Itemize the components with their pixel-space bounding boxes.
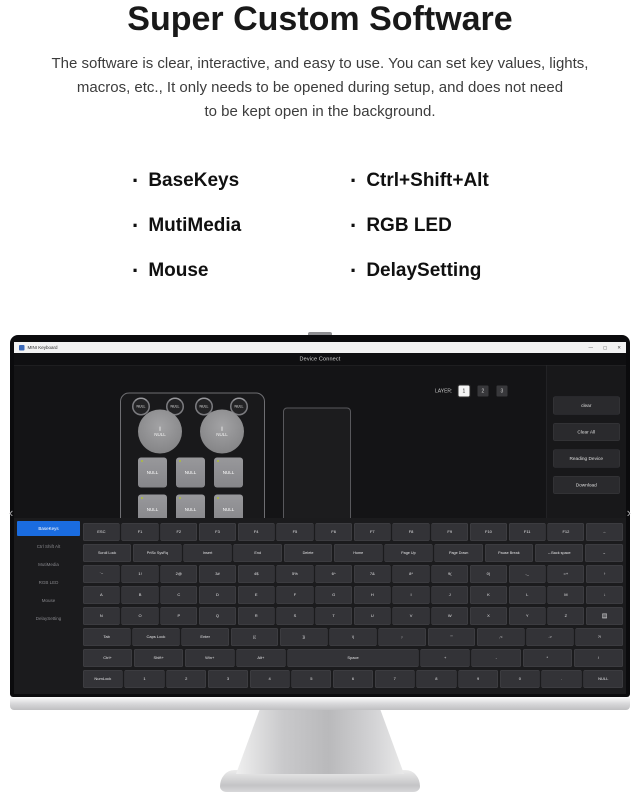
- keyboard-row: [83, 523, 623, 541]
- window-titlebar: [14, 342, 626, 353]
- feature-label: DelaySetting: [366, 260, 482, 281]
- key-m[interactable]: M: [548, 586, 585, 604]
- key-page-up[interactable]: Page Up: [384, 544, 432, 562]
- key-8[interactable]: 8: [417, 670, 457, 688]
- key-sym-6-10[interactable]: .>: [526, 628, 573, 646]
- key-w[interactable]: W: [431, 607, 468, 625]
- layer-button-3[interactable]: 3: [496, 386, 507, 397]
- layer-label: LAYER:: [435, 388, 453, 394]
- sidebar-item-mutimedia[interactable]: MutiMedia: [38, 562, 59, 567]
- minimize-button[interactable]: —: [588, 344, 593, 350]
- download-button[interactable]: Download: [553, 476, 620, 494]
- rotary-knob-large[interactable]: NULL: [200, 410, 244, 454]
- key-4[interactable]: 4$: [238, 565, 275, 583]
- feature-label: Mouse: [148, 260, 209, 281]
- clear-button[interactable]: clear: [553, 397, 620, 415]
- sidebar-item-basekeys[interactable]: BaseKeys: [17, 521, 80, 536]
- key-2[interactable]: 2: [166, 670, 206, 688]
- key-prtsc-sysrq[interactable]: PrtSc SysRq: [133, 544, 181, 562]
- key-sym-6-4[interactable]: [{: [231, 628, 278, 646]
- maximize-button[interactable]: ▢: [602, 344, 608, 350]
- feature-label: Ctrl+Shift+Alt: [366, 170, 489, 191]
- keyboard-row: [83, 544, 623, 562]
- key-r[interactable]: R: [238, 607, 275, 625]
- sidebar-item-rgb-led[interactable]: RGB LED: [38, 580, 59, 585]
- device-pad-button[interactable]: NULL: [138, 495, 167, 525]
- key-g[interactable]: G: [315, 586, 352, 604]
- key-9[interactable]: 9(: [431, 565, 468, 583]
- device-pad-button[interactable]: NULL: [214, 458, 243, 488]
- device-screen-preview: [283, 408, 351, 527]
- device-pad-button[interactable]: NULL: [176, 458, 205, 488]
- key-sym-4-14[interactable]: ↓: [586, 586, 623, 604]
- device-area: [14, 366, 626, 519]
- feature-item-rgb-led: [350, 215, 640, 237]
- key-sym-7-7[interactable]: -: [472, 649, 521, 667]
- key-space[interactable]: Space: [287, 649, 418, 667]
- feature-item-ctrl-shift-alt: [350, 170, 640, 192]
- clear-all-button[interactable]: Clear All: [553, 423, 620, 441]
- key-0[interactable]: 0): [470, 565, 507, 583]
- monitor: [10, 335, 630, 792]
- key-f2[interactable]: F2: [160, 523, 197, 541]
- key-f7[interactable]: F7: [354, 523, 391, 541]
- description-line: to be kept open in the background.: [204, 103, 436, 120]
- chevron-right-icon[interactable]: ›: [626, 505, 631, 520]
- key-scroll-lock[interactable]: Scroll Lock: [83, 544, 131, 562]
- key-sym-7-8[interactable]: *: [523, 649, 572, 667]
- page-description: [0, 52, 640, 124]
- key-a[interactable]: A: [83, 586, 120, 604]
- key-e[interactable]: E: [238, 586, 275, 604]
- keyboard-row: [83, 607, 623, 625]
- key-o[interactable]: O: [122, 607, 159, 625]
- key-7[interactable]: 7&: [354, 565, 391, 583]
- key-z[interactable]: Z: [548, 607, 585, 625]
- bullet-icon: ·: [350, 168, 358, 193]
- pad-group: [121, 394, 264, 538]
- key-h[interactable]: H: [354, 586, 391, 604]
- key-j[interactable]: J: [431, 586, 468, 604]
- layer-selector: [435, 386, 507, 397]
- key-sym-6-11[interactable]: ?/: [576, 628, 623, 646]
- feature-label: MutiMedia: [148, 215, 242, 236]
- keyboard-row: [83, 565, 623, 583]
- rotary-knob-small[interactable]: NULL: [166, 398, 184, 416]
- key-insert[interactable]: Insert: [183, 544, 231, 562]
- key-f[interactable]: F: [277, 586, 314, 604]
- key-6[interactable]: 6^: [315, 565, 352, 583]
- key-sym-7-9[interactable]: /: [574, 649, 623, 667]
- key-5[interactable]: 5: [291, 670, 331, 688]
- bullet-icon: ·: [132, 213, 140, 238]
- key-c[interactable]: C: [160, 586, 197, 604]
- monitor-stand-neck: [236, 710, 404, 774]
- key-back-space[interactable]: ←Back space: [535, 544, 583, 562]
- key-2[interactable]: 2@: [160, 565, 197, 583]
- key-f10[interactable]: F10: [470, 523, 507, 541]
- key-f1[interactable]: F1: [122, 523, 159, 541]
- rotary-knob-large[interactable]: NULL: [138, 410, 182, 454]
- key-sym-1-14[interactable]: ←: [586, 523, 623, 541]
- key-f5[interactable]: F5: [277, 523, 314, 541]
- key-sym-5-14[interactable]: ▤: [586, 607, 623, 625]
- key-shift[interactable]: Shift+: [134, 649, 183, 667]
- key-pause-break[interactable]: Pause Break: [485, 544, 533, 562]
- keyboard-row: [83, 628, 623, 646]
- key-b[interactable]: B: [122, 586, 159, 604]
- key-sym-8-12[interactable]: .: [542, 670, 582, 688]
- keyboard-map: [82, 518, 626, 694]
- key-f4[interactable]: F4: [238, 523, 275, 541]
- layer-button-2[interactable]: 2: [477, 386, 488, 397]
- sidebar-item-ctrl-shift-alt[interactable]: Ctrl Shift Alt: [36, 544, 61, 549]
- key-f11[interactable]: F11: [509, 523, 546, 541]
- feature-item-mouse: [132, 260, 350, 282]
- key-k[interactable]: K: [470, 586, 507, 604]
- key-win[interactable]: Win+: [185, 649, 234, 667]
- key-sym-2-11[interactable]: →: [585, 544, 623, 562]
- key-v[interactable]: V: [393, 607, 430, 625]
- rotary-knob-small[interactable]: NULL: [230, 398, 248, 416]
- key-sym-6-8[interactable]: '": [428, 628, 475, 646]
- key-f12[interactable]: F12: [548, 523, 585, 541]
- keyboard-row: [83, 670, 623, 688]
- key-sym-3-13[interactable]: =+: [548, 565, 585, 583]
- key-numlock[interactable]: NumLock: [83, 670, 123, 688]
- sidebar-item-mouse[interactable]: Mouse: [41, 598, 56, 603]
- bullet-icon: ·: [132, 168, 140, 193]
- key-null[interactable]: NULL: [583, 670, 623, 688]
- key-q[interactable]: Q: [199, 607, 236, 625]
- key-page-down[interactable]: Page Down: [435, 544, 483, 562]
- description-line: The software is clear, interactive, and easy to use. You can set key values, lights,: [51, 55, 589, 72]
- feature-label: RGB LED: [366, 215, 452, 236]
- keyboard-section: [14, 518, 626, 694]
- key-sym-6-6[interactable]: \|: [329, 628, 376, 646]
- key-sym-3-12[interactable]: -_: [509, 565, 546, 583]
- key-1[interactable]: 1!: [122, 565, 159, 583]
- sidebar-item-delaysetting[interactable]: DelaySetting: [35, 616, 62, 621]
- feature-label: BaseKeys: [148, 170, 240, 191]
- key-s[interactable]: S: [277, 607, 314, 625]
- key-t[interactable]: T: [315, 607, 352, 625]
- feature-list: [132, 170, 640, 282]
- feature-item-mutimedia: [132, 215, 350, 237]
- key-enter[interactable]: Enter: [182, 628, 229, 646]
- key-8[interactable]: 8*: [393, 565, 430, 583]
- key-delete[interactable]: Delete: [284, 544, 332, 562]
- key-4[interactable]: 4: [250, 670, 290, 688]
- key-sym-6-9[interactable]: ,<: [477, 628, 524, 646]
- key-7[interactable]: 7: [375, 670, 415, 688]
- device-pad-button[interactable]: NULL: [138, 458, 167, 488]
- key-end[interactable]: End: [234, 544, 282, 562]
- key-alt[interactable]: Alt+: [236, 649, 285, 667]
- key-0[interactable]: 0: [500, 670, 540, 688]
- key-9[interactable]: 9: [458, 670, 498, 688]
- monitor-bezel: [10, 335, 630, 697]
- layer-buttons: [458, 386, 507, 397]
- key-i[interactable]: I: [393, 586, 430, 604]
- hero-section: [0, 0, 640, 282]
- app-icon: [19, 345, 25, 351]
- key-sym-7-6[interactable]: +: [421, 649, 470, 667]
- key-home[interactable]: Home: [334, 544, 382, 562]
- key-tab[interactable]: Tab: [83, 628, 130, 646]
- key-f8[interactable]: F8: [393, 523, 430, 541]
- window-title: MINI Keyboard: [27, 345, 58, 350]
- key-sym-6-5[interactable]: ]}: [280, 628, 327, 646]
- reading-device-button[interactable]: Reading Device: [553, 450, 620, 468]
- chevron-left-icon[interactable]: ‹: [9, 505, 14, 520]
- key-ctrl[interactable]: Ctrl+: [83, 649, 132, 667]
- key-f3[interactable]: F3: [199, 523, 236, 541]
- software-screen: [14, 342, 626, 694]
- bullet-icon: ·: [350, 213, 358, 238]
- key-6[interactable]: 6: [333, 670, 373, 688]
- key-l[interactable]: L: [509, 586, 546, 604]
- action-panel: [546, 366, 626, 519]
- key-caps-lock[interactable]: Caps Lock: [132, 628, 179, 646]
- key-sym-6-7[interactable]: ;:: [379, 628, 426, 646]
- bullet-icon: ·: [350, 258, 358, 283]
- window-controls: [588, 345, 621, 351]
- key-d[interactable]: D: [199, 586, 236, 604]
- key-f9[interactable]: F9: [431, 523, 468, 541]
- keyboard-row: [83, 586, 623, 604]
- key-p[interactable]: P: [160, 607, 197, 625]
- rotary-knob-small[interactable]: NULL: [195, 398, 213, 416]
- key-sym-3-14[interactable]: ↑: [586, 565, 623, 583]
- key-u[interactable]: U: [354, 607, 391, 625]
- bullet-icon: ·: [132, 258, 140, 283]
- description-line: macros, etc., It only needs to be opened during setup, and does not need: [76, 79, 564, 96]
- key-esc[interactable]: ESC: [83, 523, 120, 541]
- key-5[interactable]: 5%: [277, 565, 314, 583]
- feature-item-basekeys: [132, 170, 350, 192]
- rotary-knob-small[interactable]: NULL: [132, 398, 150, 416]
- key-f6[interactable]: F6: [315, 523, 352, 541]
- feature-item-delaysetting: [350, 260, 640, 282]
- close-button[interactable]: ✕: [617, 344, 621, 350]
- device-pad-button[interactable]: NULL: [176, 495, 205, 525]
- page-title: Super Custom Software: [127, 0, 513, 38]
- key-x[interactable]: X: [470, 607, 507, 625]
- key-sym-3-1[interactable]: `~: [83, 565, 120, 583]
- device-connect-header: Device Connect: [14, 353, 626, 366]
- keyboard-row: [83, 649, 623, 667]
- key-y[interactable]: Y: [509, 607, 546, 625]
- key-3[interactable]: 3: [208, 670, 248, 688]
- sidebar: [14, 518, 82, 694]
- key-3[interactable]: 3#: [199, 565, 236, 583]
- key-n[interactable]: N: [83, 607, 120, 625]
- layer-button-1[interactable]: 1: [458, 386, 469, 397]
- device-preview-panel: [120, 393, 265, 539]
- monitor-chin: [10, 697, 630, 710]
- key-1[interactable]: 1: [125, 670, 165, 688]
- device-pad-button[interactable]: NULL: [214, 495, 243, 525]
